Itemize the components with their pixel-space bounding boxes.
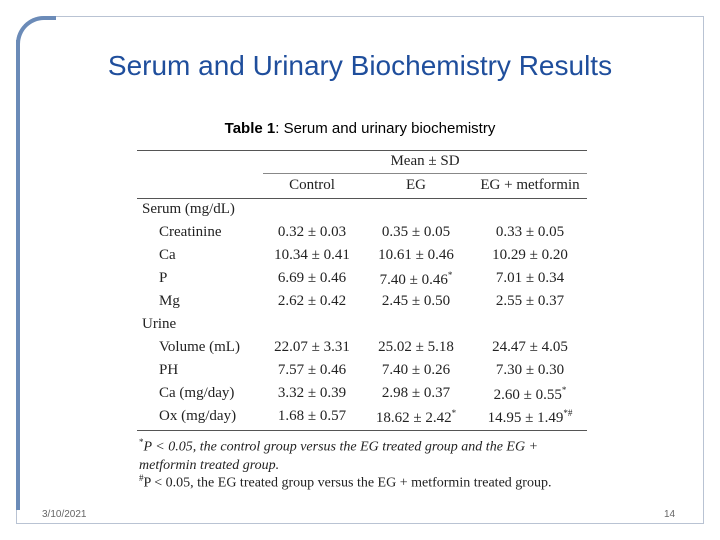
cell-eg-metformin: 7.30 ± 0.30 <box>495 362 565 378</box>
section-label: Urine <box>142 316 177 332</box>
cell-control: 6.69 ± 0.46 <box>277 270 347 286</box>
footnote-text: P < 0.05, the EG treated group versus the EG + metformin treated group. <box>143 475 552 491</box>
column-header-eg-metformin: EG + metformin <box>480 177 580 193</box>
cell-eg: 25.02 ± 5.18 <box>378 339 454 355</box>
table-row <box>137 270 589 292</box>
cell-control: 3.32 ± 0.39 <box>277 385 347 401</box>
table-bottom-rule <box>137 430 587 431</box>
cell-control: 0.32 ± 0.03 <box>277 224 347 240</box>
table-caption-label: Table 1 <box>224 120 276 137</box>
cell-eg: 10.61 ± 0.46 <box>378 247 454 263</box>
significance-mark: * <box>447 270 453 280</box>
footnote-text: P < 0.05, the control group versus the EG treated group and the EG + metformin treated group. <box>139 439 539 473</box>
row-label: PH <box>159 362 179 378</box>
cell-control: 2.62 ± 0.42 <box>277 293 347 309</box>
header-group-rule <box>263 173 587 174</box>
row-label: Ca <box>159 247 176 263</box>
cell-eg-metformin: 10.29 ± 0.20 <box>492 247 568 263</box>
cell-eg-metformin: 24.47 ± 4.05 <box>492 339 568 355</box>
section-header-serum <box>137 201 589 223</box>
row-label: Mg <box>159 293 180 309</box>
cell-eg: 7.40 ± 0.46* <box>379 270 453 288</box>
header-group-label: Mean ± SD <box>390 153 460 169</box>
table-row <box>137 247 589 269</box>
cell-control: 10.34 ± 0.41 <box>274 247 350 263</box>
slide-date: 3/10/2021 <box>42 509 87 520</box>
footnote-mark: * <box>139 437 144 447</box>
row-label: Volume (mL) <box>159 339 240 355</box>
cell-eg: 0.35 ± 0.05 <box>381 224 451 240</box>
cell-eg: 2.98 ± 0.37 <box>381 385 451 401</box>
cell-eg-metformin: 2.55 ± 0.37 <box>495 293 565 309</box>
column-header-eg: EG <box>406 177 426 193</box>
table-row <box>137 385 589 407</box>
significance-mark: *# <box>563 408 573 418</box>
cell-eg-metformin: 7.01 ± 0.34 <box>495 270 565 286</box>
section-header-urine <box>137 316 589 338</box>
table-row <box>137 339 589 361</box>
table-top-rule <box>137 150 587 151</box>
cell-control: 1.68 ± 0.57 <box>277 408 347 424</box>
page-number: 14 <box>664 509 676 520</box>
header-bottom-rule <box>137 198 587 199</box>
column-header-control: Control <box>289 177 335 193</box>
table-caption <box>0 120 720 137</box>
row-label: P <box>159 270 168 286</box>
row-label: Ca (mg/day) <box>159 385 235 401</box>
table-row <box>137 224 589 246</box>
cell-eg-metformin: 2.60 ± 0.55* <box>493 385 567 403</box>
row-label: Ox (mg/day) <box>159 408 237 424</box>
footnote-mark: # <box>139 473 144 483</box>
footnote-2 <box>139 469 587 493</box>
significance-mark: * <box>451 408 457 418</box>
table-row <box>137 362 589 384</box>
table-caption-text: : Serum and urinary biochemistry <box>275 120 496 137</box>
section-label: Serum (mg/dL) <box>142 201 235 217</box>
cell-eg: 18.62 ± 2.42* <box>375 408 457 426</box>
row-label: Creatinine <box>159 224 222 240</box>
cell-eg: 2.45 ± 0.50 <box>381 293 451 309</box>
table-row <box>137 293 589 315</box>
biochemistry-table <box>137 147 589 490</box>
cell-control: 7.57 ± 0.46 <box>277 362 347 378</box>
cell-eg-metformin: 14.95 ± 1.49*# <box>487 408 573 426</box>
cell-eg: 7.40 ± 0.26 <box>381 362 451 378</box>
frame-left-accent <box>16 40 20 510</box>
cell-control: 22.07 ± 3.31 <box>274 339 350 355</box>
slide-title: Serum and Urinary Biochemistry Results <box>107 50 613 81</box>
cell-eg-metformin: 0.33 ± 0.05 <box>495 224 565 240</box>
table-row <box>137 408 589 430</box>
significance-mark: * <box>561 385 567 395</box>
